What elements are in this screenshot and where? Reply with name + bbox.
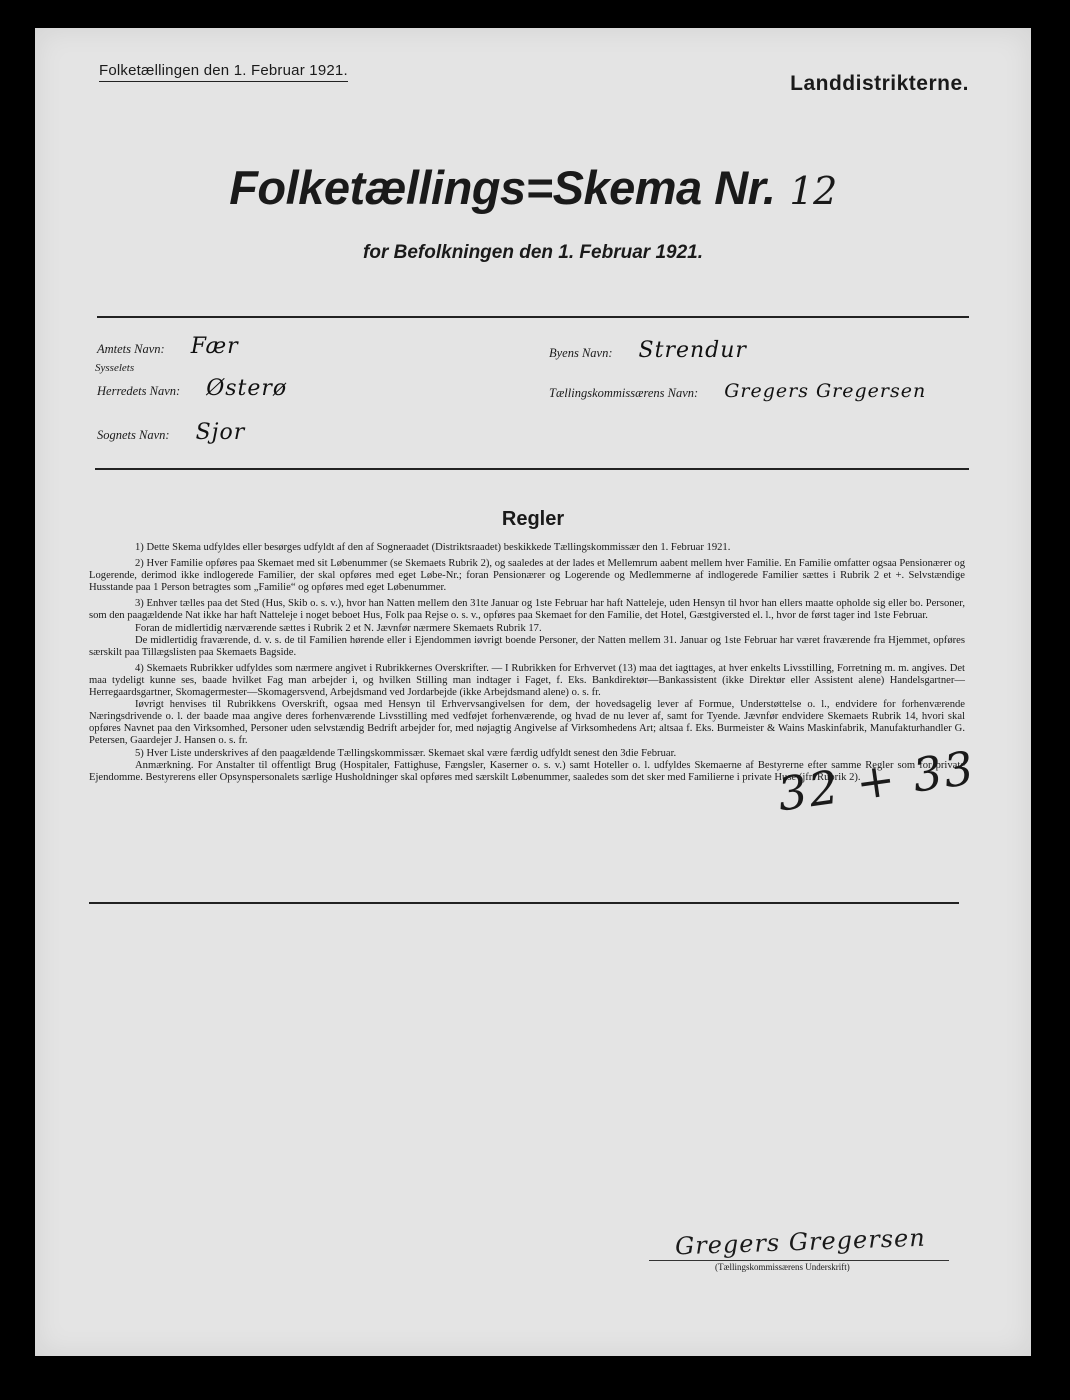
signature-line <box>649 1260 949 1261</box>
field-herred <box>97 376 287 401</box>
rule-3c: De midlertidig fraværende, d. v. s. de til Familien hørende eller i Ejendommen iøvrigt boende Personer, der Natten mellem 31. Januar og 1ste Februar har været fraværende fra Hjemmet, opføres særskilt paa Tillægslisten paa Skemaets Bagside. <box>89 634 965 658</box>
form-subtitle: for Befolkningen den 1. Februar 1921. <box>363 242 703 263</box>
amt-label: Amtets Navn: <box>97 342 165 356</box>
herred-value: Østerø <box>206 376 288 401</box>
field-kommissaer <box>549 380 926 402</box>
divider-top <box>97 316 969 318</box>
by-value: Strendur <box>638 338 747 363</box>
rule-1: 1) Dette Skema udfyldes eller besørges udfyldt af den af Sogneraadet (Distriktsraadet) beskikkede Tællingskommissær den 1. Februar 1921. <box>135 542 731 553</box>
form-title <box>35 160 1031 215</box>
divider-bottom <box>89 902 959 904</box>
herred-label: Herredets Navn: <box>97 384 181 398</box>
divider-middle <box>95 468 969 470</box>
rule-5: 5) Hver Liste underskrives af den paagældende Tællingskommissær. Skemaet skal være færdig udfyldt senest den 3die Februar. <box>135 747 677 759</box>
rule-4: 4) Skemaets Rubrikker udfyldes som nærmere angivet i Rubrikkernes Overskrifter. — I Rubrikken for Erhvervet (13) maa det iagttages, at hver enkelts Livsstilling, Forretning m. m. angives. Det maa tydeligt kunne ses, baade hvilket Fag man arbejder i, og hvilken Stilling man indtager i Faget, f. Eks. Bankdirektør—Bankassistent (ikke Direktør eller Assistent alene) Handelsgartner—Herregaardsgartner, Skomagermester—Skomagersvend, Arbejdsmand ved Jordarbejde (ikke Arbejdsmand alene) o. s. fr. <box>89 662 965 699</box>
census-date-header: Folketællingen den 1. Februar 1921. <box>99 62 348 82</box>
rule-3b: Foran de midlertidig nærværende sættes i Rubrik 2 et N. Jævnfør nærmere Skemaets Rubrik 17. <box>135 622 542 634</box>
kommissaer-label: Tællingskommissærens Navn: <box>549 386 699 400</box>
rule-3: 3) Enhver tælles paa det Sted (Hus, Skib o. s. v.), hvor han Natten mellem den 31te Januar og 1ste Februar har haft Natteleje, uden Hensyn til hvor han ellers maatte opholde sig eller bo. Personer, som den paagældende Nat ikke har haft Natteleje i noget beboet Hus, Folk paa Rejse o. s. v., opføres paa Skemaet for den Familie, det Hotel, Gæstgiversted el. l., hvor de først tager ind 1ste Februar. <box>89 598 965 622</box>
rules-body <box>89 542 965 784</box>
kommissaer-value: Gregers Gregersen <box>724 380 927 402</box>
rule-2: 2) Hver Familie opføres paa Skemaet med sit Løbenummer (se Skemaets Rubrik 2), og saaledes at der lades et Mellemrum aabent mellem hver Familie. En Familie omfatter ogsaa Pensionærer og Logerende, derimod ikke indlogerede Familier, der skal opføres med eget Løbe-Nr.; foran Pensionærer og Logerende og Medlemmerne af indlogerede Familier sættes i Rubrik 2 et +. Selvstændige Husstande paa 1 Person betragtes som „Familie“ og opføres med eget Løbenummer. <box>89 558 965 594</box>
signature: Gregers Gregersen <box>674 1223 927 1261</box>
amt-value: Fær <box>190 334 239 359</box>
pencil-note: 32 + 33 <box>774 740 979 822</box>
census-form-page <box>35 28 1031 1356</box>
rule-4b: Iøvrigt henvises til Rubrikkens Overskrift, ogsaa med Hensyn til Erhvervsangivelsen for dem, der hovedsagelig lever af Formue, Understøttelse o. l., endvidere for forhenværende Næringsdrivende o. l. der baade maa angive deres forhenværende Livsstilling med vedføjet forhenværende, og hvad de nu lever af, samt for Tyende. Jævnfør endvidere Skemaets Rubrik 14, hvori skal opføres Navnet paa den Virksomhed, Personer uden selvstændig Bedrift arbejder for, med nøjagtig Angivelse af Virksomhedens Art; altsaa f. Eks. Burmeister & Wains Maskinfabrik, Manufakturhandler G. Petersen, Gaardejer J. Hansen o. s. fr. <box>89 699 965 747</box>
rules-heading: Regler <box>501 508 565 530</box>
sogn-label: Sognets Navn: <box>97 428 170 442</box>
by-label: Byens Navn: <box>549 346 613 360</box>
district-type-header: Landdistrikterne. <box>790 72 969 95</box>
form-title-text: Folketællings=Skema Nr. <box>229 161 776 214</box>
form-number-handwritten: 12 <box>789 169 837 213</box>
field-by <box>549 338 747 363</box>
field-amt <box>97 334 239 359</box>
herred-correction: Sysselets <box>95 362 135 374</box>
signature-caption: (Tællingskommissærens Underskrift) <box>715 1262 850 1272</box>
sogn-value: Sjor <box>195 420 246 445</box>
rule-note: Anmærkning. For Anstalter til offentligt Brug (Hospitaler, Fattighuse, Fængsler, Kaserner o. s. v.) samt Hoteller o. l. udfyldes Skemaerne af Bestyrerne efter samme Regler som for private Ejendomme. Bestyrerens eller Opsynspersonalets særlige Husholdninger skal opføres med særskilt Løbenummer, saaledes som det sker med Familierne i private Huse (jfr. Rubrik 2). <box>89 759 965 783</box>
field-sogn <box>97 420 245 445</box>
